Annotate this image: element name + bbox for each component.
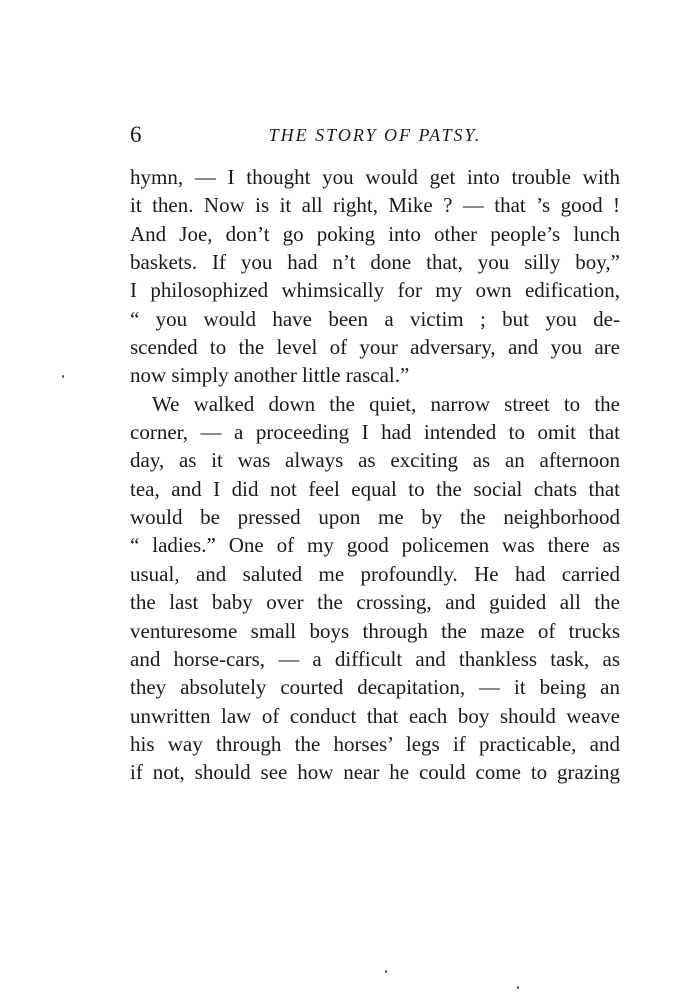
body-text	[130, 163, 620, 787]
paper-speck	[517, 986, 519, 989]
page-header	[130, 120, 620, 150]
text-line: his way through the horses’ legs if practicable, and	[130, 731, 620, 756]
text-line: it then. Now is it all right, Mike ? — that ’s good !	[130, 193, 620, 218]
text-line: baskets. If you had n’t done that, you silly boy,”	[130, 250, 620, 275]
text-line: now simply another little rascal.”	[130, 363, 410, 388]
text-line: they absolutely courted decapitation, — it being an	[130, 675, 620, 700]
text-line: tea, and I did not feel equal to the social chats that	[130, 476, 620, 501]
text-line: “ ladies.” One of my good policemen was there as	[130, 533, 620, 558]
text-line: scended to the level of your adversary, and you are	[130, 335, 620, 360]
text-line: And Joe, don’t go poking into other people’s lunch	[130, 221, 620, 246]
text-line: corner, — a proceeding I had intended to omit that	[130, 420, 620, 445]
page-number: 6	[130, 122, 142, 147]
paper-speck	[385, 970, 387, 973]
text-line: usual, and saluted me profoundly. He had carried	[130, 561, 620, 586]
text-line: unwritten law of conduct that each boy should weave	[130, 703, 620, 728]
text-line: day, as it was always as exciting as an afternoon	[130, 448, 620, 473]
text-line: “ you would have been a victim ; but you de-	[130, 306, 620, 331]
running-title: THE STORY OF PATSY.	[268, 125, 482, 145]
text-line: the last baby over the crossing, and guided all the	[130, 590, 620, 615]
text-line: if not, should see how near he could come to grazing	[130, 760, 620, 785]
text-line: hymn, — I thought you would get into trouble with	[130, 165, 620, 189]
text-line: and horse-cars, — a difficult and thankless task, as	[130, 646, 620, 671]
text-line: venturesome small boys through the maze of trucks	[130, 618, 620, 643]
text-line: We walked down the quiet, narrow street to the	[152, 391, 620, 416]
paper-speck	[62, 375, 64, 378]
text-line: I philosophized whimsically for my own edification,	[130, 278, 620, 303]
text-line: would be pressed upon me by the neighborhood	[130, 505, 620, 530]
